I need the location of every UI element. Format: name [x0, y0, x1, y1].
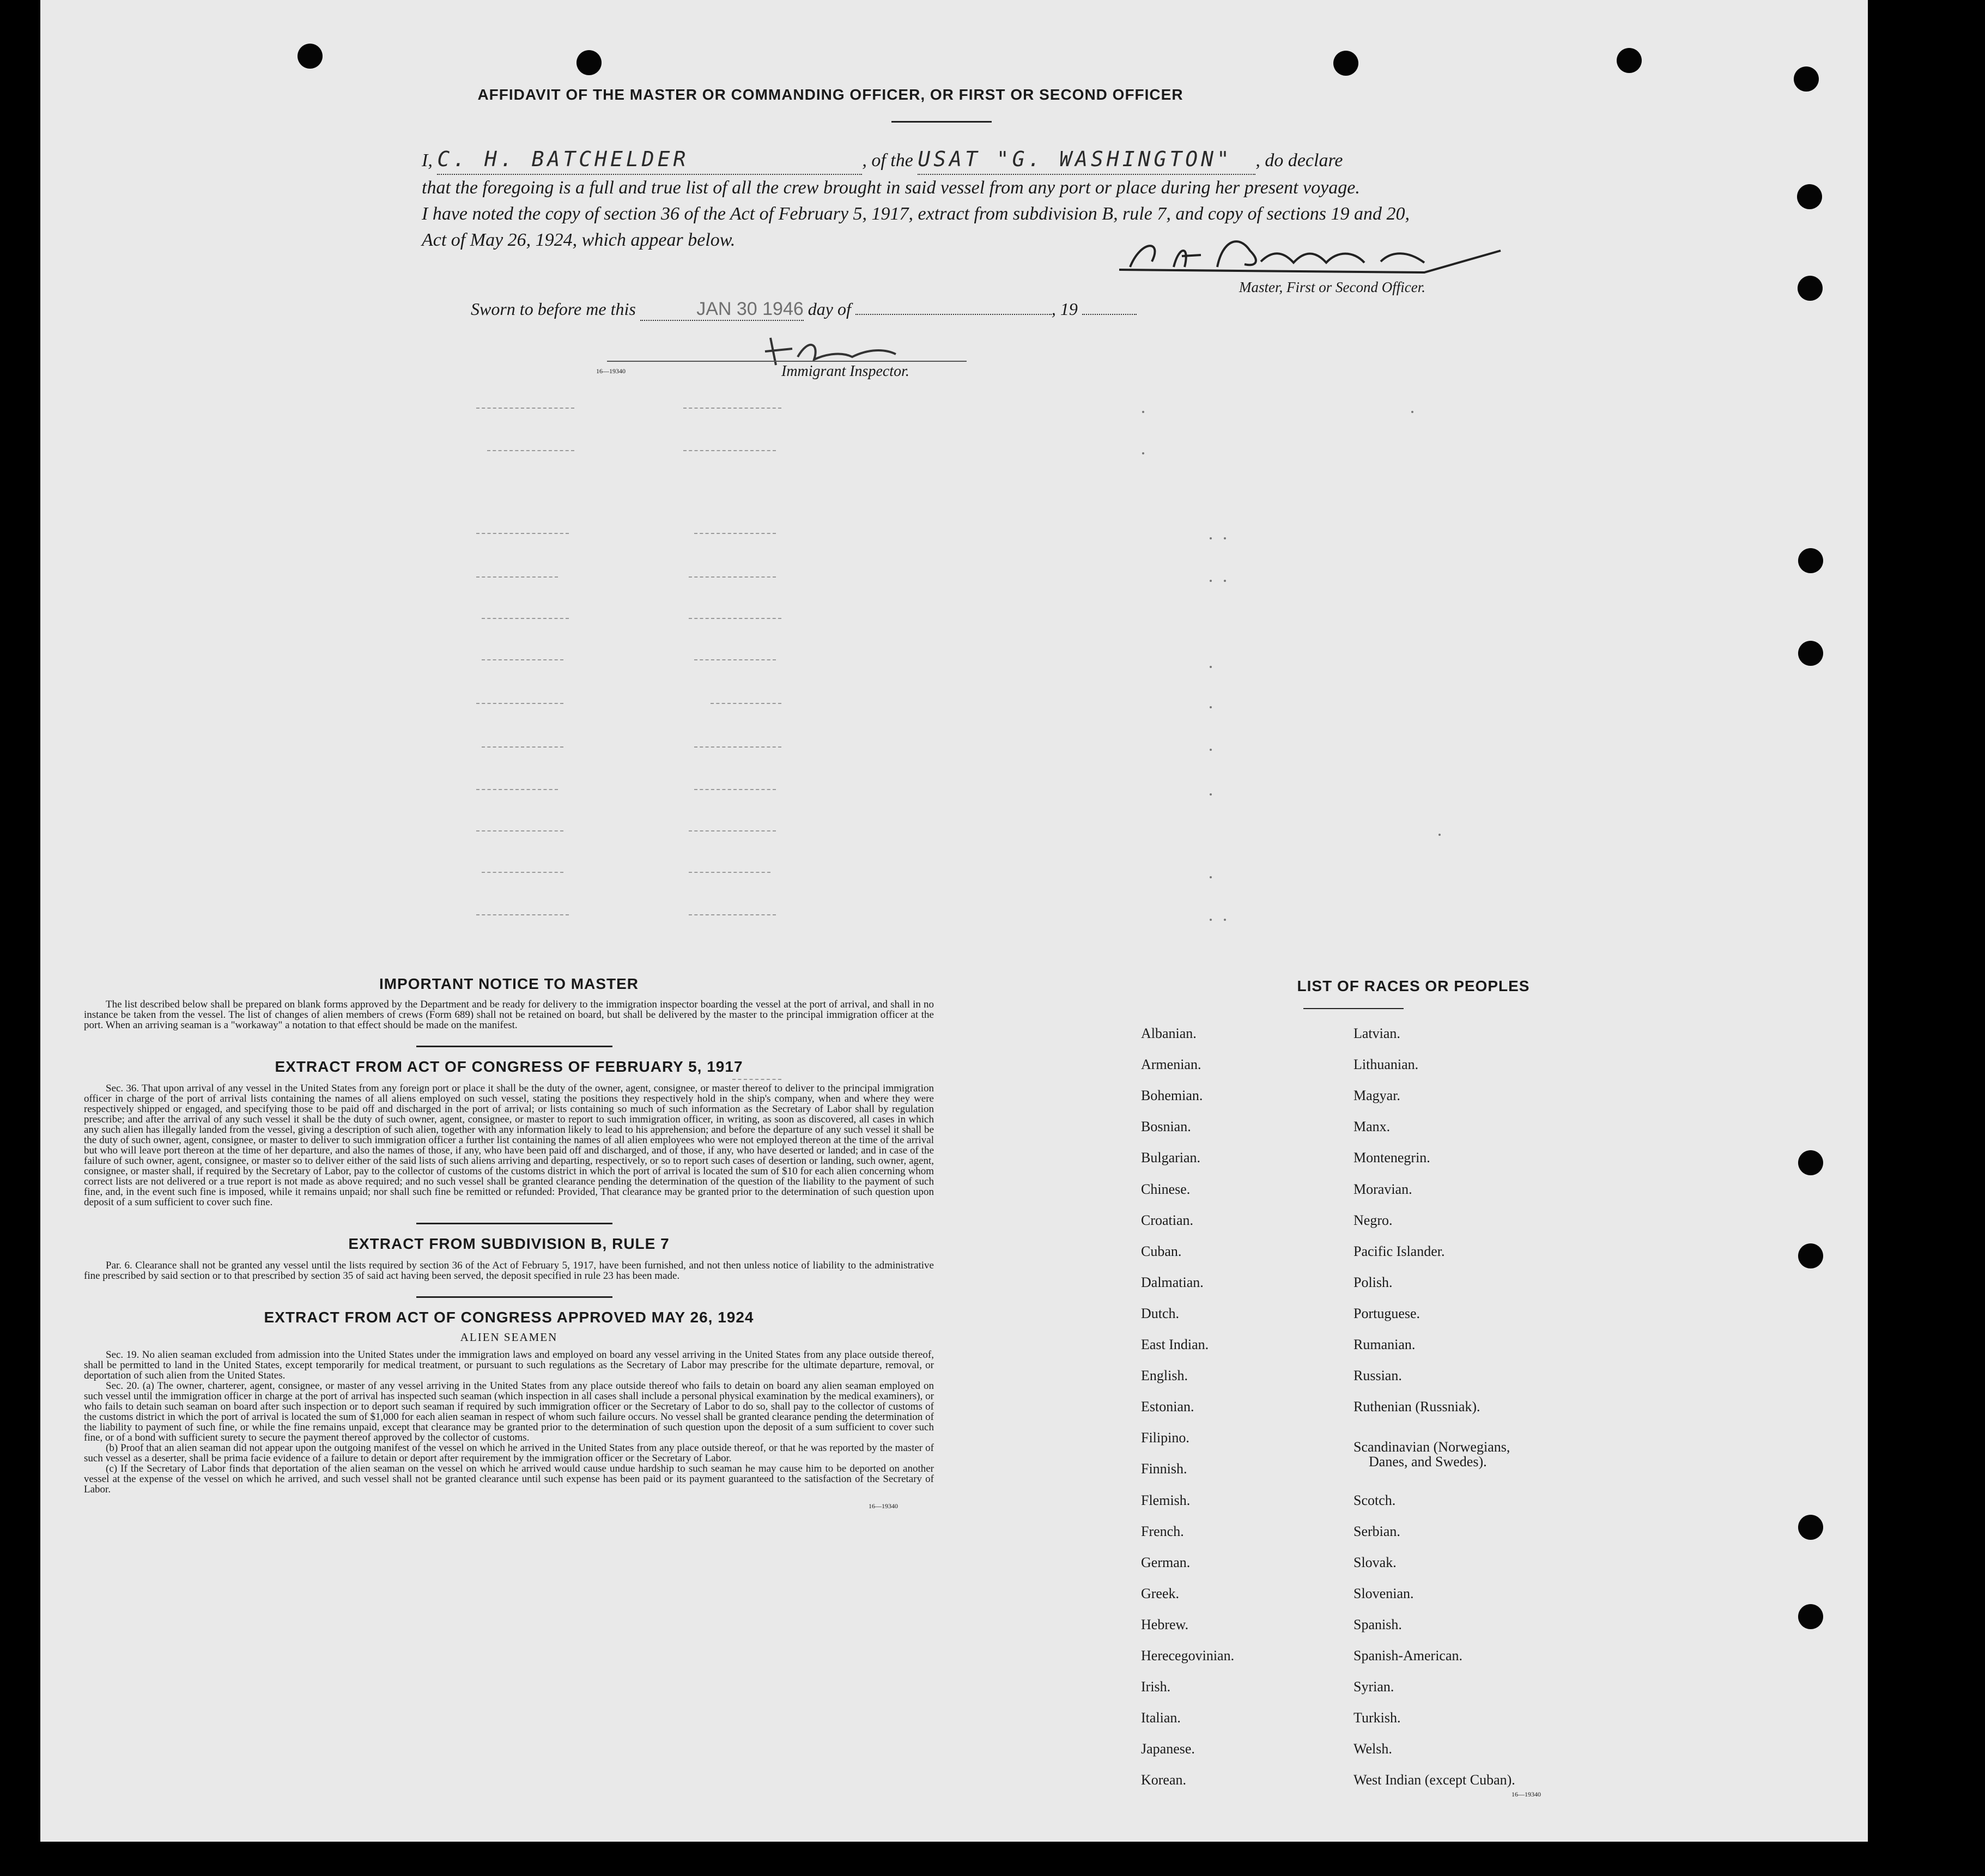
race-item: Scandinavian (Norwegians,	[1353, 1439, 1510, 1455]
signature-drawing	[1119, 229, 1511, 278]
notice-section	[84, 975, 934, 1510]
stamp-field	[640, 299, 804, 321]
inspector-label: Immigrant Inspector.	[781, 363, 909, 380]
race-item: Russian.	[1353, 1368, 1402, 1383]
ghost-dot	[1210, 919, 1212, 921]
ghost-dot	[1210, 537, 1212, 539]
month-field	[855, 314, 1052, 315]
race-item: Korean.	[1141, 1772, 1187, 1788]
race-item: Irish.	[1141, 1679, 1171, 1695]
vessel-name-field	[918, 146, 1255, 175]
form-number-top: 16—19340	[596, 367, 626, 375]
extract-1917-divider	[416, 1223, 612, 1224]
ghost-rule	[476, 576, 558, 578]
race-item: Dutch.	[1141, 1306, 1180, 1321]
form-number-bottom-right: 16—19340	[1511, 1790, 1541, 1798]
declaration-pre: I,	[422, 150, 433, 171]
race-item: East Indian.	[1141, 1337, 1209, 1352]
declaration-mid: , of the	[862, 150, 913, 171]
punch-hole-icon	[1798, 548, 1823, 573]
race-item: Polish.	[1353, 1274, 1393, 1290]
race-item: Japanese.	[1141, 1741, 1195, 1757]
document-page	[40, 0, 1868, 1842]
race-item: Moravian.	[1353, 1181, 1412, 1197]
ghost-rule	[694, 746, 781, 748]
race-item: Slovak.	[1353, 1555, 1397, 1570]
punch-hole-icon	[1798, 1243, 1823, 1268]
ghost-rule	[694, 789, 776, 790]
race-item: Greek.	[1141, 1586, 1180, 1601]
ghost-rule	[694, 533, 776, 534]
ghost-dot	[1411, 411, 1413, 413]
race-item: Bulgarian.	[1141, 1150, 1201, 1165]
ghost-dot	[1438, 834, 1441, 836]
section-20c-text: (c) If the Secretary of Labor finds that deportation of the alien seaman on the vessel on which he arrived would cause undue hardship to such seaman he may cause him to be deported on another vessel at the expense of the vessel on which he arrived, and such vessel shall not be granted clearance until such expense has been paid or its payment guaranteed to the satisfaction of the Secretary of Labor.	[84, 1463, 934, 1495]
ghost-rule	[683, 450, 776, 451]
punch-hole-icon	[576, 50, 602, 75]
extract-1924-title: EXTRACT FROM ACT OF CONGRESS APPROVED MAY 26, 1924	[264, 1309, 754, 1326]
ghost-dot	[1210, 580, 1212, 582]
race-item: Bohemian.	[1141, 1088, 1203, 1103]
ghost-dot	[1224, 919, 1226, 921]
punch-hole-icon	[1794, 66, 1819, 92]
ghost-rule	[711, 703, 781, 704]
race-item: Finnish.	[1141, 1461, 1187, 1477]
ghost-rule	[476, 789, 558, 790]
race-item: Serbian.	[1353, 1523, 1400, 1539]
ghost-rule	[689, 830, 776, 831]
race-item: Syrian.	[1353, 1679, 1394, 1695]
ghost-rule	[487, 450, 574, 451]
year-field	[1082, 314, 1137, 315]
declaration-line-4: Act of May 26, 1924, which appear below.	[422, 230, 736, 250]
race-item: Scotch.	[1353, 1492, 1396, 1508]
race-item: West Indian (except Cuban).	[1353, 1772, 1515, 1788]
date-stamp: JAN 30 1946	[696, 299, 804, 319]
race-item: Dalmatian.	[1141, 1274, 1204, 1290]
race-item: Filipino.	[1141, 1430, 1189, 1446]
punch-hole-icon	[1798, 1604, 1823, 1629]
ghost-dot	[1210, 666, 1212, 668]
ghost-rule	[482, 659, 563, 660]
rule7-divider	[416, 1296, 612, 1298]
ghost-rule	[476, 533, 569, 534]
punch-hole-icon	[1798, 1515, 1823, 1540]
race-item: Flemish.	[1141, 1492, 1191, 1508]
race-item: Estonian.	[1141, 1399, 1194, 1414]
master-name: C. H. BATCHELDER	[437, 147, 689, 171]
race-item: Italian.	[1141, 1710, 1181, 1726]
ghost-rule	[694, 659, 776, 660]
punch-hole-icon	[298, 44, 323, 69]
race-item: Welsh.	[1353, 1741, 1392, 1757]
declaration-line-1	[422, 146, 1511, 175]
race-item: Chinese.	[1141, 1181, 1191, 1197]
race-item: Ruthenian (Russniak).	[1353, 1399, 1480, 1414]
section-19-text: Sec. 19. No alien seaman excluded from admission into the United States under the immigration laws and employed on board any vessel arriving in the United States from any place outside thereof, shall be permitted to land in the United States, except temporarily for medical treatment, or pursuant to such regulations as the Secretary of Labor may prescribe for the ultimate departure, removal, or deportation of such alien from the United States.	[84, 1349, 934, 1381]
race-item: Herecegovinian.	[1141, 1648, 1235, 1663]
sworn-line	[471, 299, 1234, 321]
ghost-rule	[476, 703, 563, 704]
race-item: Albanian.	[1141, 1025, 1197, 1041]
title-divider	[891, 121, 992, 123]
section-20a-text: Sec. 20. (a) The owner, charterer, agent, consignee, or master of any vessel arriving in the United States from any place outside thereof who fails to detain on board any alien seaman employed on such vessel until the immigration officer in charge at the port of arrival has inspected such seaman (which inspection in all cases shall include a personal physical examination by the medical examiners), or who fails to detain such seaman on board after such inspection or to deport such seaman if required by such immigration officer or the Secretary of Labor to do so, shall pay to the collector of customs of the customs district in which the port of arrival is located the sum of $1,000 for each alien seaman in respect of whom such failure occurs. No vessel shall be granted clearance pending the determination of the liability to payment of such fine, or while the fine remains unpaid, except that clearance may be granted prior to the determination of such question upon the deposit of a sum sufficient to cover such fine, or of a bond with sufficient surety to secure the payment thereof approved by the collector of customs.	[84, 1380, 934, 1443]
ghost-rule	[689, 576, 776, 578]
notice-title: IMPORTANT NOTICE TO MASTER	[379, 975, 639, 992]
punch-hole-icon	[1797, 184, 1822, 209]
race-item: Spanish.	[1353, 1617, 1402, 1632]
race-item: Pacific Islander.	[1353, 1243, 1445, 1259]
race-item: Hebrew.	[1141, 1617, 1189, 1632]
master-signature	[1119, 229, 1511, 278]
rule7-text: Par. 6. Clearance shall not be granted any vessel until the lists required by section 36 of the Act of February 5, 1917, have been furnished, and not then unless notice of liability to the administrative fine prescribed by said section or to that prescribed by section 35 of said act having been served, the deposit specified in rule 23 has been made.	[84, 1260, 934, 1282]
signature-label: Master, First or Second Officer.	[1239, 279, 1425, 295]
race-item: Slovenian.	[1353, 1586, 1414, 1601]
ghost-rule	[683, 408, 781, 409]
notice-text: The list described below shall be prepared on blank forms approved by the Department and be ready for delivery to the immigration inspector boarding the vessel at the port of arrival, and shall in no instance be taken from the vessel. The list of changes of alien members of crews (Form 689) shall not be retained on board, but shall be delivered by the master to the principal immigration officer at the port. When an arriving seaman is a "workaway" a notation to that effect should be made on the manifest.	[84, 999, 934, 1031]
ghost-dot	[1210, 749, 1212, 751]
race-item: Armenian.	[1141, 1057, 1201, 1072]
day-of-label: day of	[808, 299, 851, 319]
declaration-post: , do declare	[1255, 150, 1343, 171]
race-item: Lithuanian.	[1353, 1057, 1419, 1072]
ghost-rule	[476, 914, 569, 915]
form-number-bottom-left: 16—19340	[869, 1502, 898, 1510]
race-item: Montenegrin.	[1353, 1150, 1430, 1165]
race-item: Spanish-American.	[1353, 1648, 1463, 1663]
punch-hole-icon	[1798, 1150, 1823, 1175]
race-item: Latvian.	[1353, 1025, 1400, 1041]
alien-seamen-subtitle: ALIEN SEAMEN	[460, 1331, 558, 1344]
ghost-dot	[1224, 537, 1226, 539]
extract-1917-title: EXTRACT FROM ACT OF CONGRESS OF FEBRUARY 5, 1917	[275, 1058, 743, 1075]
race-item: Magyar.	[1353, 1088, 1400, 1103]
year-label: , 19	[1051, 299, 1078, 319]
ghost-rule	[689, 872, 770, 873]
race-item: Negro.	[1353, 1212, 1393, 1228]
inspector-line	[607, 361, 967, 362]
ghost-dot	[1142, 411, 1144, 413]
race-item: Rumanian.	[1353, 1337, 1416, 1352]
punch-hole-icon	[1617, 48, 1642, 73]
ghost-rule	[482, 872, 563, 873]
declaration-line-2: that the foregoing is a full and true list of all the crew brought in said vessel from any port or place during her present voyage.	[422, 178, 1360, 198]
race-item: Croatian.	[1141, 1212, 1194, 1228]
ghost-rule	[482, 746, 563, 748]
ghost-rule	[476, 408, 574, 409]
notice-divider	[416, 1046, 612, 1047]
ghost-rule	[689, 618, 781, 619]
punch-hole-icon	[1798, 641, 1823, 666]
race-continuation: Danes, and Swedes).	[1369, 1454, 1487, 1470]
master-name-field	[437, 146, 862, 175]
ghost-dot	[1210, 876, 1212, 878]
race-item: Cuban.	[1141, 1243, 1182, 1259]
race-item: English.	[1141, 1368, 1188, 1383]
punch-hole-icon	[1333, 51, 1358, 76]
ghost-rule	[476, 830, 563, 831]
ghost-dot	[1224, 580, 1226, 582]
section-20b-text: (b) Proof that an alien seaman did not appear upon the outgoing manifest of the vessel on which he arrived in the United States from any place outside thereof, or that he was reported by the master of such vessel as a deserter, shall be prima facie evidence of a failure to detain or deport after requirement by the immigration officer or the Secretary of Labor.	[84, 1442, 934, 1464]
declaration-line-3: I have noted the copy of section 36 of the Act of February 5, 1917, extract from subdivision B, rule 7, and copy of sections 19 and 20,	[422, 204, 1410, 224]
race-item: Portuguese.	[1353, 1306, 1421, 1321]
races-divider	[1303, 1008, 1404, 1009]
vessel-name: USAT "G. WASHINGTON"	[918, 147, 1233, 171]
ghost-rule	[482, 618, 569, 619]
sworn-label: Sworn to before me this	[471, 299, 636, 319]
race-item: French.	[1141, 1523, 1184, 1539]
race-item: Turkish.	[1353, 1710, 1401, 1726]
rule7-title: EXTRACT FROM SUBDIVISION B, RULE 7	[348, 1235, 670, 1252]
race-item: Manx.	[1353, 1119, 1391, 1134]
affidavit-title: AFFIDAVIT OF THE MASTER OR COMMANDING OFFICER, OR FIRST OR SECOND OFFICER	[477, 86, 1183, 103]
race-item: Bosnian.	[1141, 1119, 1191, 1134]
ghost-dot	[1210, 706, 1212, 708]
punch-hole-icon	[1798, 276, 1823, 301]
ghost-dot	[1142, 452, 1144, 454]
ghost-rule	[689, 914, 776, 915]
ghost-dot	[1210, 793, 1212, 796]
races-title: LIST OF RACES OR PEOPLES	[1297, 978, 1530, 994]
extract-1917-text: Sec. 36. That upon arrival of any vessel in the United States from any foreign port or place it shall be the duty of the owner, agent, consignee, or master thereof to deliver to the principal immigration officer in charge of the port of arrival lists containing the names of all aliens employed on such vessel, stating the positions they respectively hold in the ship's company, when and where they were respectively shipped or engaged, and specifying those to be paid off and discharged in the port of arrival; or lists containing so much of such information as the Secretary of Labor shall by regulation prescribe; and after the arrival of any such vessel it shall be the duty of such owner, agent, consignee, or master to report to such immigration officer, in writing, as soon as discovered, all cases in which any such alien has illegally landed from the vessel, giving a description of such alien, together with any information likely to lead to his apprehension; and before the departure of any such vessel it shall be the duty of such owner, agent, consignee, or master to deliver to such immigration officer a further list containing the names of all alien employees who were not employed thereon at the time of the arrival but who will leave port thereon at the time of her departure, and also the names of those, if any, who have been paid off and discharged, and of those, if any, who have deserted or landed; and in case of the failure of such owner, agent, consignee, or master so to deliver either of the said lists of such aliens arriving and departing, respectively, or so to report such cases of desertion or landing, such owner, agent, consignee, or master shall, if required by the Secretary of Labor, pay to the collector of customs of the customs district in which the port of arrival is located the sum of $10 for each alien concerning whom correct lists are not delivered or a true report is not made as above required; and no such vessel shall be granted clearance pending the determination of the question of the liability to the payment of such fine, and, in the event such fine is imposed, while it remains unpaid; nor shall such fine be remitted or refunded: Provided, That clearance may be granted prior to the determination of such question upon deposit of a sum sufficient to cover such fine.	[84, 1083, 934, 1208]
race-item: German.	[1141, 1555, 1191, 1570]
